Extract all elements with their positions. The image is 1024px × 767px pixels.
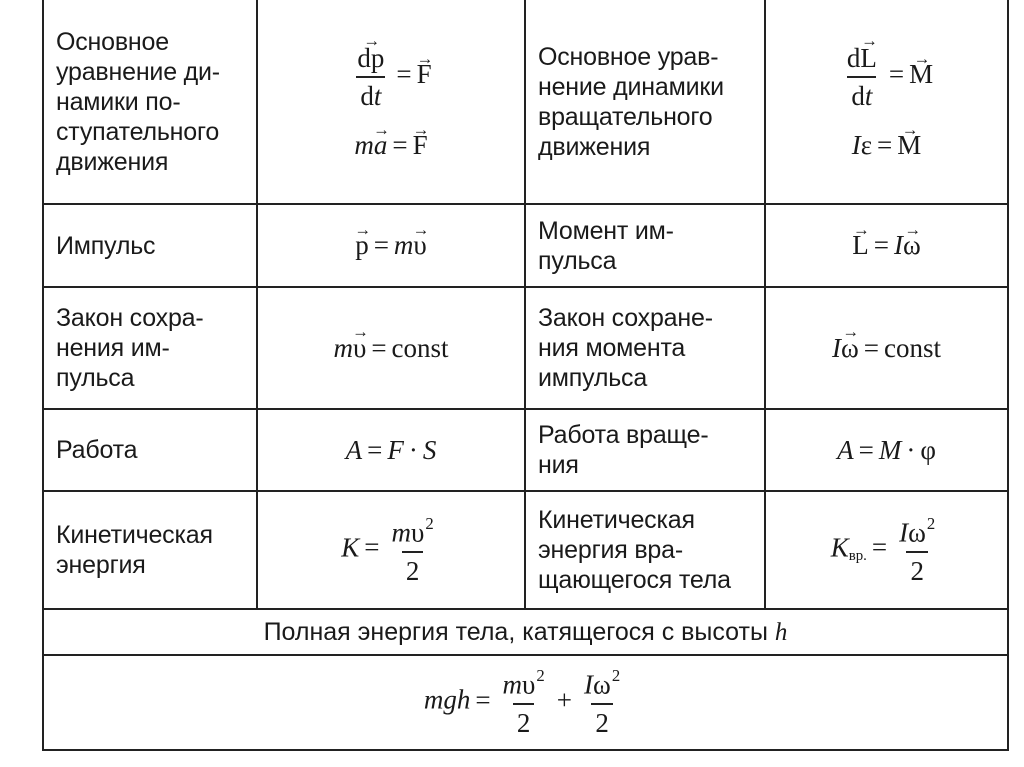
label-angular-momentum: Момент им- пульса [525,204,765,287]
formula-rotational-kinetic-energy: $K_{вр.}$ = $\frac{I\omega^2}{2}$ [765,491,1008,609]
label-rotational-kinetic-energy: Кинетическая энергия вра- щающегося тела [525,491,765,609]
label-work: Работа [43,409,257,491]
fraction: $\frac{m\upsilon^2}{2}$ [502,666,545,739]
formula-momentum: p → = mυ → [257,204,525,287]
formula-angular-momentum: L → = Iω → [765,204,1008,287]
label-kinetic-energy: Кинетическая энергия [43,491,257,609]
table-row [43,204,1008,287]
table-row [43,0,1008,204]
formula-work: A = F · S [257,409,525,491]
label-angular-momentum-conservation: Закон сохране- ния момента импульса [525,287,765,409]
formula-full-energy: mgh = $\frac{m\upsilon^2}{2}$ + $\frac{I\omega^2}{2}$ [43,655,1008,750]
table-row [43,287,1008,409]
formula-newton-second-law: $\frac{dp \to}{dt}$ = F → ma → = F → [257,0,525,204]
label-basic-eq-rotational: Основное урав- нение динамики вращательного движения [525,0,765,204]
label-momentum: Импульс [43,204,257,287]
fraction: $\frac{m\upsilon^2}{2}$ [391,513,434,586]
full-energy-title: Полная энергия тела, катящегося с высоты h [43,609,1008,655]
force-vector: F → [417,61,432,88]
table-row [43,491,1008,609]
formula-momentum-conservation: mυ → = const [257,287,525,409]
fraction: $\frac{I\omega^2}{2}$ [584,666,621,739]
physics-comparison-table [42,0,1009,751]
dt: dt [356,76,385,110]
label-basic-eq-translational: Основное уравнение ди- намики по- ступательного движения [43,0,257,204]
dp-vector: dp → [357,44,384,72]
label-rotational-work: Работа враще- ния [525,409,765,491]
table-row [43,409,1008,491]
fraction: $\frac{dL \to}{dt}$ [843,44,881,111]
fraction [353,44,388,111]
table-row [43,655,1008,750]
table-row [43,609,1008,655]
fraction: $\frac{I\omega^2}{2}$ [899,513,936,586]
formula-kinetic-energy: K = $\frac{m\upsilon^2}{2}$ [257,491,525,609]
formula-angular-momentum-conservation: Iω → = const [765,287,1008,409]
label-momentum-conservation: Закон сохра- нения им- пульса [43,287,257,409]
formula-rotational-work: A = M · φ [765,409,1008,491]
formula-rotational-dynamics: $\frac{dL \to}{dt}$ = M → Iε = M → [765,0,1008,204]
